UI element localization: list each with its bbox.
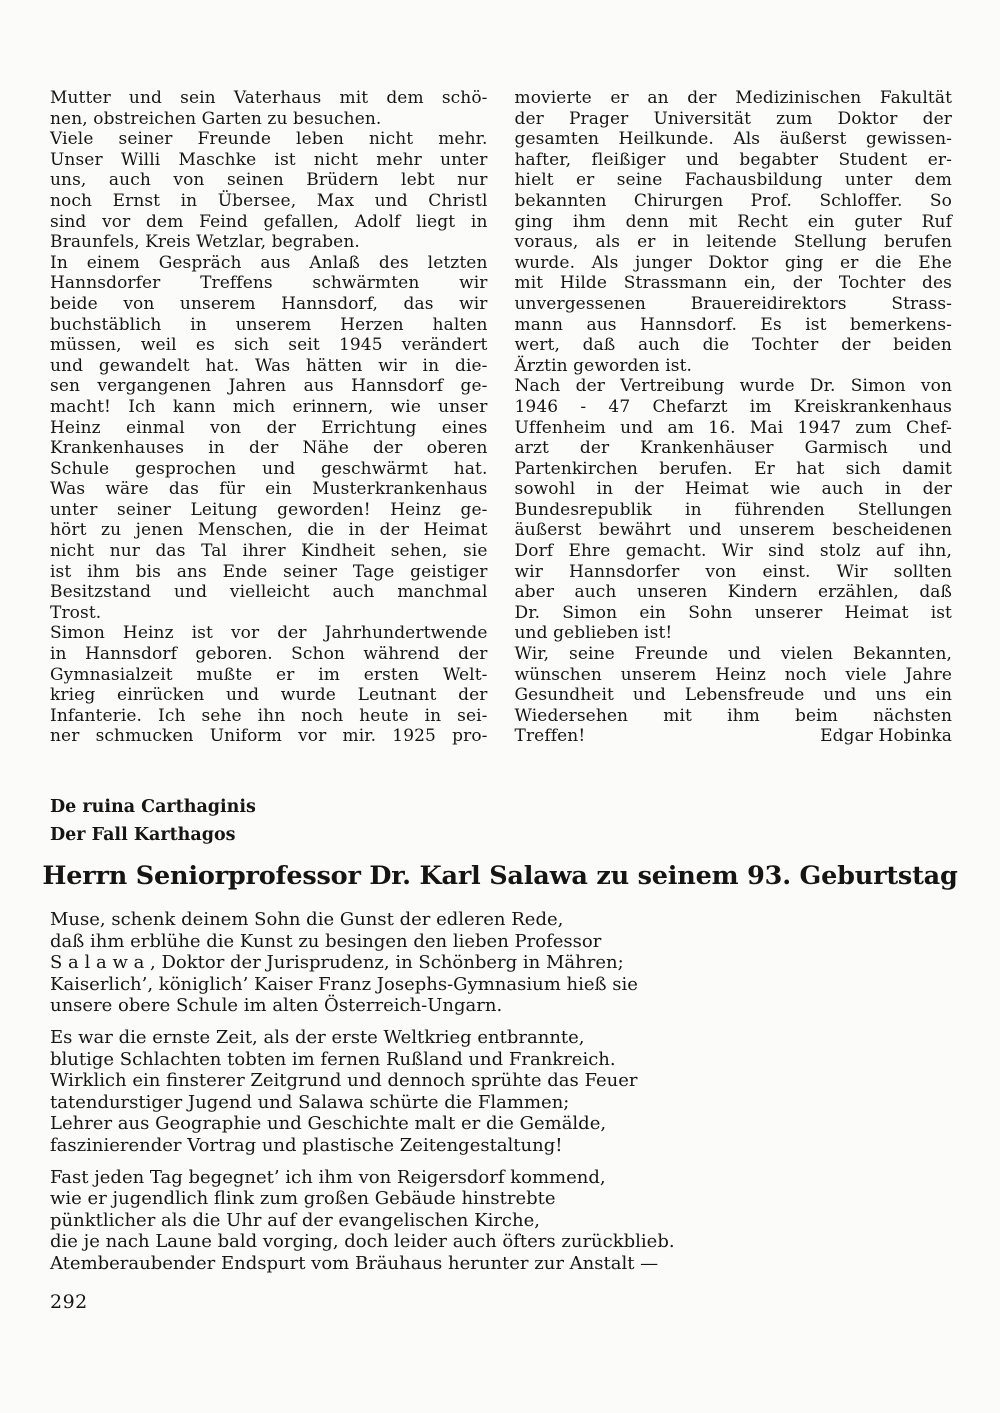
text-line: nicht nur das Tal ihrer Kindheit sehen, sie <box>50 541 488 562</box>
text-line: sowohl in der Heimat wie auch in der <box>514 479 952 500</box>
text-line: wir Hannsdorfer von einst. Wir sollten <box>514 561 952 582</box>
text-line: Uffenheim und am 16. Mai 1947 zum Chef- <box>514 417 952 438</box>
obituary-right-column <box>515 88 953 747</box>
text-line: pünktlicher als die Uhr auf der evangelischen Kirche, <box>50 1209 540 1231</box>
text-line: aber auch unseren Kindern erzählen, daß <box>514 582 952 603</box>
text-line: krieg einrücken und wurde Leutnant der <box>50 685 488 706</box>
obituary-left-column <box>50 88 488 747</box>
text-line: voraus, als er in leitende Stellung berufen <box>514 232 952 253</box>
text-line: unvergessenen Brauereidirektors Strass- <box>514 293 952 314</box>
text-line: die je nach Laune bald vorging, doch leider auch öfters zurückblieb. <box>50 1231 675 1253</box>
text-line: beide von unserem Hannsdorf, das wir <box>50 293 488 314</box>
text-line: ist ihm bis ans Ende seiner Tage geistiger <box>50 561 488 582</box>
text-line: nen, obstreichen Garten zu besuchen. <box>50 108 382 129</box>
text-line: Unser Willi Maschke ist nicht mehr unter <box>50 149 488 170</box>
text-line: Viele seiner Freunde leben nicht mehr. <box>50 129 488 150</box>
text-line: Was wäre das für ein Musterkrankenhaus <box>50 479 488 500</box>
text-line: noch Ernst in Übersee, Max und Christl <box>50 190 488 211</box>
text-line: unsere obere Schule im alten Österreich-Ungarn. <box>50 995 503 1017</box>
poem-stanza <box>50 1027 1000 1157</box>
text-line: movierte er an der Medizinischen Fakultät <box>514 88 952 108</box>
text-line: der Prager Universität zum Doktor der <box>514 108 952 129</box>
text-line: äußerst bewährt und unserem bescheidenen <box>514 520 952 541</box>
text-line: Ärztin geworden ist. <box>514 355 693 376</box>
article-title: Herrn Seniorprofessor Dr. Karl Salawa zu seinem 93. Geburtstag <box>42 861 958 891</box>
text-line: und gewandelt hat. Was hätten wir in die- <box>50 355 488 376</box>
poem-stanza <box>50 1167 1000 1275</box>
text-line: Partenkirchen berufen. Er hat sich damit <box>514 458 952 479</box>
author-signature: Edgar Hobinka <box>820 726 952 747</box>
text-line: Schule gesprochen und geschwärmt hat. <box>50 458 488 479</box>
text-line: unter seiner Leitung geworden! Heinz ge- <box>50 499 488 520</box>
text-line: Simon Heinz ist vor der Jahrhundertwende <box>50 623 488 644</box>
text-line: in Hannsdorf geboren. Schon während der <box>50 644 488 665</box>
page-number: 292 <box>50 1290 88 1313</box>
text-line: ging ihm denn mit Recht ein guter Ruf <box>514 211 952 232</box>
text-line: blutige Schlachten tobten im fernen Rußland und Frankreich. <box>50 1048 616 1070</box>
text-line: sen vergangenen Jahren aus Hannsdorf ge- <box>50 376 488 397</box>
kicker-line-german: Der Fall Karthagos <box>50 825 236 845</box>
text-line: Braunfels, Kreis Wetzlar, begraben. <box>50 232 360 253</box>
text-line: hafter, fleißiger und begabter Student er- <box>514 149 952 170</box>
text-line: Nach der Vertreibung wurde Dr. Simon von <box>514 376 952 397</box>
text-line: hielt er seine Fachausbildung unter dem <box>514 170 952 191</box>
text-line: In einem Gespräch aus Anlaß des letzten <box>50 252 488 273</box>
kicker-line-latin: De ruina Carthaginis <box>50 797 256 817</box>
text-line: faszinierender Vortrag und plastische Zeitengestaltung! <box>50 1134 563 1156</box>
text-line: daß ihm erblühe die Kunst zu besingen den lieben Professor <box>50 930 602 952</box>
text-line: S a l a w a , Doktor der Jurisprudenz, in Schönberg in Mähren; <box>50 952 624 974</box>
text-line: Wirklich ein finsterer Zeitgrund und dennoch sprühte das Feuer <box>50 1070 638 1092</box>
text-line: und geblieben ist! <box>514 623 673 644</box>
text-line: Gymnasialzeit mußte er im ersten Welt- <box>50 664 488 685</box>
text-line: Fast jeden Tag begegnet’ ich ihm von Reigersdorf kommend, <box>50 1166 606 1188</box>
text-line: Mutter und sein Vaterhaus mit dem schö- <box>50 88 488 108</box>
text-line: tatendurstiger Jugend und Salawa schürte die Flammen; <box>50 1091 570 1113</box>
text-line: Hannsdorfer Treffens schwärmten wir <box>50 273 488 294</box>
text-line: Dorf Ehre gemacht. Wir sind stolz auf ihn, <box>514 541 952 562</box>
text-line: Heinz einmal von der Errichtung eines <box>50 417 488 438</box>
text-line: wurde. Als junger Doktor ging er die Ehe <box>514 252 952 273</box>
text-line: buchstäblich in unserem Herzen halten <box>50 314 488 335</box>
closing-word: Treffen! <box>514 726 586 747</box>
text-line: macht! Ich kann mich erinnern, wie unser <box>50 396 488 417</box>
text-line: arzt der Krankenhäuser Garmisch und <box>514 438 952 459</box>
text-line: Infanterie. Ich sehe ihn noch heute in sei- <box>50 705 488 726</box>
text-line: Kaiserlich’, königlich’ Kaiser Franz Josephs-Gymnasium hieß sie <box>50 973 638 995</box>
text-line: Lehrer aus Geographie und Geschichte malt er die Gemälde, <box>50 1113 607 1135</box>
text-line: Es war die ernste Zeit, als der erste Weltkrieg entbrannte, <box>50 1026 585 1048</box>
text-line: Krankenhauses in der Nähe der oberen <box>50 438 488 459</box>
poem <box>0 909 1000 1275</box>
text-line: wie er jugendlich flink zum großen Gebäude hinstrebte <box>50 1188 556 1210</box>
text-line: müssen, weil es sich seit 1945 verändert <box>50 335 488 356</box>
text-line: wünschen unserem Heinz noch viele Jahre <box>514 664 952 685</box>
section-kicker <box>0 793 1000 849</box>
text-line: Wir, seine Freunde und vielen Bekannten, <box>514 644 952 665</box>
text-line: uns, auch von seinen Brüdern lebt nur <box>50 170 488 191</box>
text-line: Gesundheit und Lebensfreude und uns ein <box>514 685 952 706</box>
text-line: 1946 - 47 Chefarzt im Kreiskrankenhaus <box>514 396 952 417</box>
text-line: Bundesrepublik in führenden Stellungen <box>514 499 952 520</box>
text-line: mann aus Hannsdorf. Es ist bemerkens- <box>514 314 952 335</box>
text-line: Dr. Simon ein Sohn unserer Heimat ist <box>514 602 952 623</box>
text-line: Muse, schenk deinem Sohn die Gunst der edleren Rede, <box>50 909 564 930</box>
text-line: gesamten Heilkunde. Als äußerst gewissen- <box>514 129 952 150</box>
text-line: ner schmucken Uniform vor mir. 1925 pro- <box>50 726 488 747</box>
text-line: Besitzstand und vielleicht auch manchmal <box>50 582 488 603</box>
text-line: hört zu jenen Menschen, die in der Heimat <box>50 520 488 541</box>
text-line: Wiedersehen mit ihm beim nächsten <box>514 705 952 726</box>
text-line: wert, daß auch die Tochter der beiden <box>514 335 952 356</box>
poem-stanza <box>50 909 1000 1017</box>
text-line: bekannten Chirurgen Prof. Schloffer. So <box>514 190 952 211</box>
text-line: mit Hilde Strassmann ein, der Tochter des <box>514 273 952 294</box>
text-line: Atemberaubender Endspurt vom Bräuhaus herunter zur Anstalt — <box>50 1252 659 1274</box>
text-line: sind vor dem Feind gefallen, Adolf liegt in <box>50 211 488 232</box>
text-line <box>515 726 953 747</box>
text-line: Trost. <box>50 602 102 623</box>
